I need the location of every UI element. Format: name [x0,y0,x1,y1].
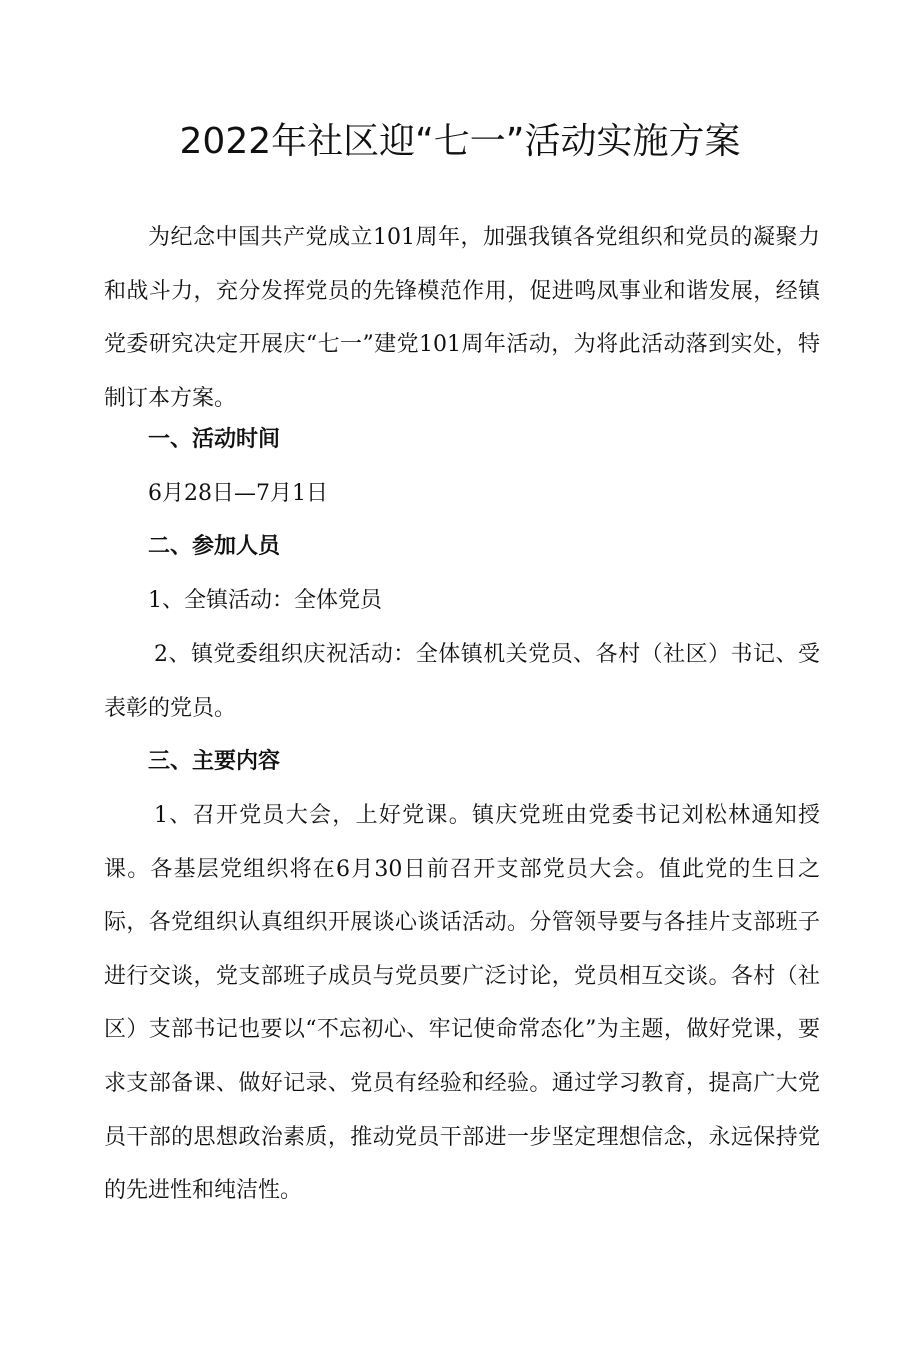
activity-time-value: 6月28日—7月1日 [148,481,328,506]
document-title: 2022年社区迎“七一”活动实施方案 [179,121,741,162]
participants-item-1: 1、全镇活动：全体党员 [148,588,382,613]
participants-item-2: 2、镇党委组织庆祝活动：全体镇机关党员、各村（社区）书记、受表彰的党员。 [104,642,820,721]
section-heading-time: 一、活动时间 [148,427,281,452]
section-heading-participants: 二、参加人员 [148,534,281,559]
section-heading-content: 三、主要内容 [148,749,281,774]
content-item-1: 1、召开党员大会，上好党课。镇庆党班由党委书记刘松林通知授课。各基层党组织将在6月30日前召开支部党员大会。值此党的生日之际，各党组织认真组织开展谈心谈话活动。分管领导要与各挂片支部班子进行交谈，党支部班子成员与党员要广泛讨论，党员相互交谈。各村（社区）支部书记也要以“不忘初心、牢记使命常态化”为主题，做好党课，要求支部备课、做好记录、党员有经验和经验。通过学习教育，提高广大党员干部的思想政治素质，推动党员干部进一步坚定理想信念，永远保持党的先进性和纯洁性。 [104,803,820,1204]
intro-paragraph: 为纪念中国共产党成立101周年，加强我镇各党组织和党员的凝聚力和战斗力，充分发挥党员的先锋模范作用，促进鸣凤事业和谐发展，经镇党委研究决定开展庆“七一”建党101周年活动，为将此活动落到实处，特制订本方案。 [104,225,820,411]
